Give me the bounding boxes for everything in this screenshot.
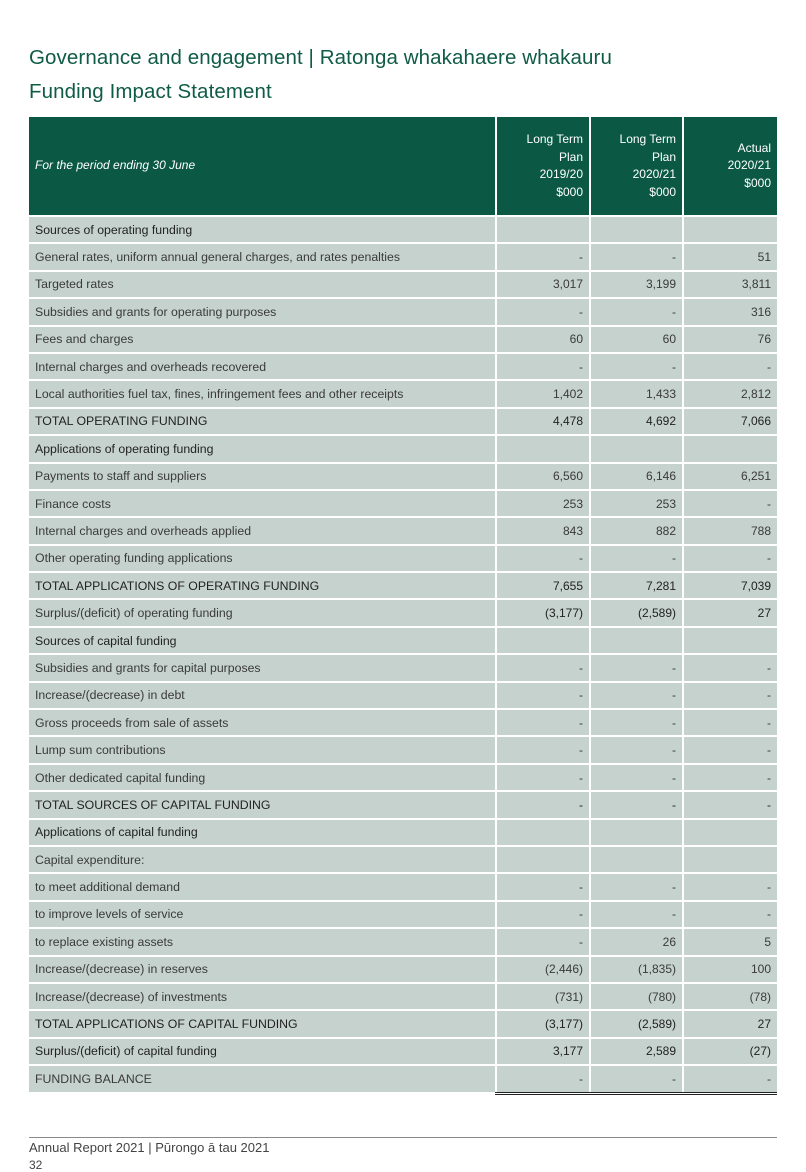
row-label: Finance costs — [29, 490, 496, 517]
row-value — [683, 216, 777, 243]
table-row — [29, 1038, 777, 1065]
row-value: - — [496, 709, 590, 736]
row-value: - — [590, 764, 683, 791]
table-row — [29, 353, 777, 380]
table-row — [29, 545, 777, 572]
table-row — [29, 956, 777, 983]
row-label: Capital expenditure: — [29, 846, 496, 873]
table-row — [29, 271, 777, 298]
row-label: TOTAL APPLICATIONS OF CAPITAL FUNDING — [29, 1010, 496, 1037]
row-value: (1,835) — [590, 956, 683, 983]
row-value: 788 — [683, 517, 777, 544]
row-value: 3,177 — [496, 1038, 590, 1065]
table-row — [29, 326, 777, 353]
row-value: - — [590, 736, 683, 763]
row-label: Sources of capital funding — [29, 627, 496, 654]
row-value — [590, 435, 683, 462]
row-label: Fees and charges — [29, 326, 496, 353]
row-value: (3,177) — [496, 1010, 590, 1037]
table-row — [29, 408, 777, 435]
row-label: Lump sum contributions — [29, 736, 496, 763]
row-value: - — [496, 736, 590, 763]
row-value — [496, 627, 590, 654]
row-value: 27 — [683, 599, 777, 626]
column-header-line: $000 — [744, 175, 771, 190]
row-value: 843 — [496, 517, 590, 544]
row-value: - — [590, 1065, 683, 1093]
row-value: - — [683, 736, 777, 763]
row-value: - — [496, 873, 590, 900]
row-value: 7,039 — [683, 572, 777, 599]
row-value: - — [683, 682, 777, 709]
column-header-line: 2020/21 — [632, 167, 676, 181]
row-value: (78) — [683, 983, 777, 1010]
row-value: - — [590, 545, 683, 572]
row-value — [590, 846, 683, 873]
row-value — [496, 216, 590, 243]
row-value — [683, 819, 777, 846]
row-label: to meet additional demand — [29, 873, 496, 900]
row-value: - — [683, 764, 777, 791]
row-value: (3,177) — [496, 599, 590, 626]
table-row — [29, 380, 777, 407]
row-value — [683, 846, 777, 873]
row-value: - — [590, 901, 683, 928]
column-header-line: 2020/21 — [727, 158, 771, 173]
row-value: 3,199 — [590, 271, 683, 298]
table-row — [29, 791, 777, 818]
table-row — [29, 654, 777, 681]
table-row — [29, 490, 777, 517]
column-header-line: $000 — [556, 184, 583, 199]
row-value: (731) — [496, 983, 590, 1010]
row-value: 6,560 — [496, 463, 590, 490]
row-value: 26 — [590, 928, 683, 955]
row-label: General rates, uniform annual general charges, and rates penalties — [29, 243, 496, 270]
row-value: 1,433 — [590, 380, 683, 407]
row-value: (2,589) — [590, 1010, 683, 1037]
row-label: Subsidies and grants for operating purposes — [29, 298, 496, 325]
row-label: Other dedicated capital funding — [29, 764, 496, 791]
row-value — [496, 435, 590, 462]
row-label: to improve levels of service — [29, 901, 496, 928]
row-value — [683, 627, 777, 654]
row-value: - — [496, 1065, 590, 1093]
row-label: Local authorities fuel tax, fines, infringement fees and other receipts — [29, 380, 496, 407]
column-header-ltp-2019-20 — [496, 117, 590, 216]
row-value: - — [683, 873, 777, 900]
table-row — [29, 983, 777, 1010]
table-row — [29, 298, 777, 325]
table-row — [29, 736, 777, 763]
row-value: 3,017 — [496, 271, 590, 298]
row-value: 2,589 — [590, 1038, 683, 1065]
page-number: 32 — [29, 1158, 43, 1172]
row-value: 3,811 — [683, 271, 777, 298]
row-value: 7,655 — [496, 572, 590, 599]
row-value: - — [590, 873, 683, 900]
row-value: 7,281 — [590, 572, 683, 599]
table-header-row — [29, 117, 777, 216]
table-row — [29, 873, 777, 900]
row-value: - — [496, 764, 590, 791]
row-value: - — [683, 901, 777, 928]
row-label: TOTAL OPERATING FUNDING — [29, 408, 496, 435]
table-row — [29, 1065, 777, 1093]
row-value: - — [590, 353, 683, 380]
row-value: - — [683, 545, 777, 572]
row-value: 6,251 — [683, 463, 777, 490]
row-value — [590, 627, 683, 654]
row-value: 253 — [590, 490, 683, 517]
table-row — [29, 216, 777, 243]
row-value: - — [496, 243, 590, 270]
table-row — [29, 599, 777, 626]
table-row — [29, 243, 777, 270]
row-value: - — [496, 901, 590, 928]
row-value: - — [683, 490, 777, 517]
period-label: For the period ending 30 June — [29, 117, 496, 216]
row-value: 7,066 — [683, 408, 777, 435]
row-value: 882 — [590, 517, 683, 544]
column-header-line: 2019/20 — [539, 167, 583, 181]
row-value: 60 — [590, 326, 683, 353]
row-value: - — [683, 709, 777, 736]
row-label: Applications of capital funding — [29, 819, 496, 846]
row-value: - — [683, 654, 777, 681]
table-row — [29, 928, 777, 955]
table-row — [29, 517, 777, 544]
row-value: - — [496, 791, 590, 818]
row-value: - — [496, 353, 590, 380]
column-header-actual-2020-21 — [683, 117, 777, 216]
row-value: - — [590, 791, 683, 818]
row-value: - — [496, 545, 590, 572]
row-value — [590, 819, 683, 846]
row-value: 4,692 — [590, 408, 683, 435]
row-value: 5 — [683, 928, 777, 955]
table-row — [29, 901, 777, 928]
row-value: 253 — [496, 490, 590, 517]
footer-divider — [29, 1137, 777, 1138]
table-row — [29, 819, 777, 846]
row-value: - — [683, 1065, 777, 1093]
footer-text: Annual Report 2021 | Pūrongo ā tau 2021 — [29, 1140, 270, 1155]
table-row — [29, 709, 777, 736]
row-label: Increase/(decrease) of investments — [29, 983, 496, 1010]
row-value: (2,446) — [496, 956, 590, 983]
row-value: 51 — [683, 243, 777, 270]
row-label: Internal charges and overheads applied — [29, 517, 496, 544]
row-value: - — [590, 298, 683, 325]
row-value: 2,812 — [683, 380, 777, 407]
row-value: (2,589) — [590, 599, 683, 626]
table-row — [29, 572, 777, 599]
statement-title: Funding Impact Statement — [29, 80, 272, 103]
table-row — [29, 627, 777, 654]
column-header-line: Plan — [651, 149, 676, 164]
column-header-line: Long Term — [619, 132, 676, 146]
row-label: Other operating funding applications — [29, 545, 496, 572]
funding-impact-table — [29, 117, 777, 1095]
row-label: Internal charges and overheads recovered — [29, 353, 496, 380]
column-header-line: Plan — [558, 149, 583, 164]
row-label: Sources of operating funding — [29, 216, 496, 243]
row-value: - — [496, 298, 590, 325]
row-label: FUNDING BALANCE — [29, 1065, 496, 1093]
row-label: Subsidies and grants for capital purposes — [29, 654, 496, 681]
row-value — [496, 846, 590, 873]
table-row — [29, 1010, 777, 1037]
row-label: Surplus/(deficit) of capital funding — [29, 1038, 496, 1065]
row-value: - — [590, 243, 683, 270]
row-value — [590, 216, 683, 243]
table-row — [29, 846, 777, 873]
column-header-line: $000 — [649, 184, 676, 199]
row-value: 6,146 — [590, 463, 683, 490]
row-label: Targeted rates — [29, 271, 496, 298]
row-label: Applications of operating funding — [29, 435, 496, 462]
column-header-line: Long Term — [526, 132, 583, 146]
row-value: 60 — [496, 326, 590, 353]
table-row — [29, 435, 777, 462]
row-value: - — [683, 353, 777, 380]
table-row — [29, 764, 777, 791]
row-value: - — [590, 654, 683, 681]
row-value: 1,402 — [496, 380, 590, 407]
row-value: - — [590, 682, 683, 709]
row-value: (27) — [683, 1038, 777, 1065]
row-value: 76 — [683, 326, 777, 353]
row-label: to replace existing assets — [29, 928, 496, 955]
table-body — [29, 216, 777, 1093]
column-header-line: Actual — [737, 140, 771, 155]
row-label: TOTAL SOURCES OF CAPITAL FUNDING — [29, 791, 496, 818]
column-header-ltp-2020-21 — [590, 117, 683, 216]
row-value: - — [496, 682, 590, 709]
row-value — [496, 819, 590, 846]
row-value: - — [683, 791, 777, 818]
row-value: 316 — [683, 298, 777, 325]
row-value: 27 — [683, 1010, 777, 1037]
row-label: Increase/(decrease) in debt — [29, 682, 496, 709]
table-row — [29, 463, 777, 490]
row-value: (780) — [590, 983, 683, 1010]
row-value — [683, 435, 777, 462]
section-title: Governance and engagement | Ratonga whakahaere whakauru — [29, 46, 612, 69]
row-value: 4,478 — [496, 408, 590, 435]
row-value: - — [590, 709, 683, 736]
row-label: Payments to staff and suppliers — [29, 463, 496, 490]
row-value: - — [496, 928, 590, 955]
row-label: TOTAL APPLICATIONS OF OPERATING FUNDING — [29, 572, 496, 599]
row-value: 100 — [683, 956, 777, 983]
row-label: Surplus/(deficit) of operating funding — [29, 599, 496, 626]
table-row — [29, 682, 777, 709]
row-value: - — [496, 654, 590, 681]
row-label: Gross proceeds from sale of assets — [29, 709, 496, 736]
row-label: Increase/(decrease) in reserves — [29, 956, 496, 983]
